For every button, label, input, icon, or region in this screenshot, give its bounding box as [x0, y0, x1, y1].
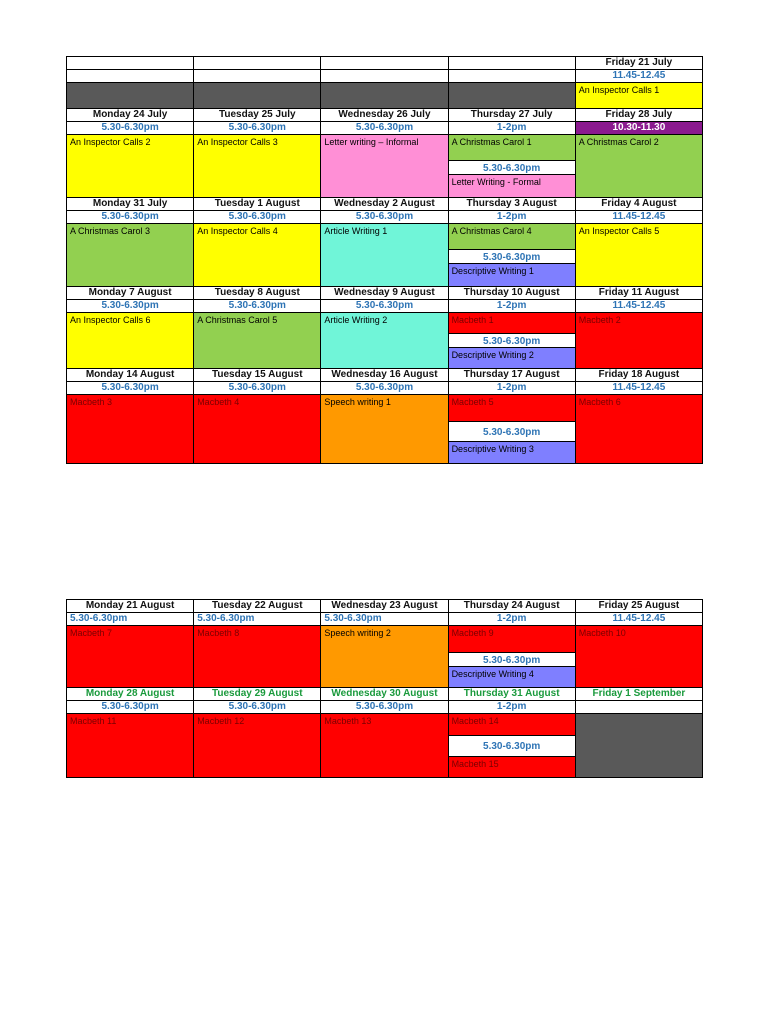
- timetable-july-august: [66, 56, 703, 464]
- session-time: 5.30-6.30pm: [67, 382, 194, 395]
- day-header: Monday 7 August: [67, 287, 194, 300]
- day-header: Friday 11 August: [575, 287, 702, 300]
- session-cell: Letter writing – Informal: [321, 135, 448, 198]
- session-time: 5.30-6.30pm: [449, 249, 575, 264]
- session-time: 1-2pm: [448, 701, 575, 714]
- day-header: Monday 14 August: [67, 369, 194, 382]
- session-cell: Descriptive Writing 2: [449, 348, 575, 368]
- empty-cell: [321, 70, 448, 83]
- session-time: 5.30-6.30pm: [194, 382, 321, 395]
- session-cell: Macbeth 3: [67, 395, 194, 464]
- empty-cell: [448, 70, 575, 83]
- session-cell: Macbeth 5: [449, 395, 575, 421]
- day-header: Wednesday 23 August: [321, 600, 448, 613]
- day-header: Thursday 3 August: [448, 198, 575, 211]
- session-time: [575, 701, 702, 714]
- session-cell: An Inspector Calls 4: [194, 224, 321, 287]
- session-cell: Macbeth 11: [67, 714, 194, 778]
- session-time: 5.30-6.30pm: [321, 382, 448, 395]
- session-cell: Macbeth 9: [449, 626, 575, 652]
- session-time: 1-2pm: [448, 382, 575, 395]
- day-header: Tuesday 15 August: [194, 369, 321, 382]
- session-time: 5.30-6.30pm: [194, 701, 321, 714]
- day-header: Wednesday 2 August: [321, 198, 448, 211]
- session-cell: Descriptive Writing 1: [449, 264, 575, 286]
- thursday-split-cell: [448, 135, 575, 198]
- day-header: Monday 21 August: [67, 600, 194, 613]
- session-time: 5.30-6.30pm: [194, 300, 321, 313]
- session-cell: Descriptive Writing 3: [449, 442, 575, 463]
- day-header: Thursday 31 August: [448, 688, 575, 701]
- session-cell: Macbeth 15: [449, 757, 575, 777]
- session-time: 1-2pm: [448, 211, 575, 224]
- thursday-split-cell: [448, 395, 575, 464]
- session-cell: Macbeth 8: [194, 626, 321, 688]
- session-cell: A Christmas Carol 1: [449, 135, 575, 160]
- session-cell: Letter Writing - Formal: [449, 175, 575, 197]
- session-time: 5.30-6.30pm: [449, 333, 575, 348]
- day-header: Friday 1 September: [575, 688, 702, 701]
- session-cell: An Inspector Calls 3: [194, 135, 321, 198]
- session-time: 11.45-12.45: [575, 300, 702, 313]
- unavailable-cell: [321, 83, 448, 109]
- empty-cell: [194, 70, 321, 83]
- empty-cell: [67, 70, 194, 83]
- session-time: 5.30-6.30pm: [67, 211, 194, 224]
- session-time: 11.45-12.45: [575, 382, 702, 395]
- session-time: 11.45-12.45: [575, 613, 702, 626]
- session-time: 5.30-6.30pm: [67, 613, 194, 626]
- session-time: 5.30-6.30pm: [321, 122, 448, 135]
- session-time: 5.30-6.30pm: [449, 160, 575, 175]
- day-header: Monday 31 July: [67, 198, 194, 211]
- session-cell: A Christmas Carol 2: [575, 135, 702, 198]
- session-time: 10.30-11.30: [575, 122, 702, 135]
- day-header: Thursday 10 August: [448, 287, 575, 300]
- session-cell: An Inspector Calls 1: [575, 83, 702, 109]
- session-cell: Macbeth 12: [194, 714, 321, 778]
- day-header: Thursday 24 August: [448, 600, 575, 613]
- day-header: Monday 24 July: [67, 109, 194, 122]
- session-cell: Article Writing 2: [321, 313, 448, 369]
- thursday-split-cell: [448, 626, 575, 688]
- unavailable-cell: [448, 83, 575, 109]
- empty-cell: [448, 57, 575, 70]
- day-header: Thursday 17 August: [448, 369, 575, 382]
- session-cell: Macbeth 1: [449, 313, 575, 333]
- day-header: Friday 18 August: [575, 369, 702, 382]
- session-cell: Macbeth 13: [321, 714, 448, 778]
- day-header: Tuesday 29 August: [194, 688, 321, 701]
- session-cell: An Inspector Calls 6: [67, 313, 194, 369]
- session-time: 5.30-6.30pm: [194, 122, 321, 135]
- session-cell: A Christmas Carol 3: [67, 224, 194, 287]
- session-cell: An Inspector Calls 5: [575, 224, 702, 287]
- session-cell: Macbeth 4: [194, 395, 321, 464]
- session-time: 5.30-6.30pm: [321, 211, 448, 224]
- session-time: 5.30-6.30pm: [449, 652, 575, 667]
- session-time: 5.30-6.30pm: [194, 211, 321, 224]
- day-header: Thursday 27 July: [448, 109, 575, 122]
- unavailable-cell: [575, 714, 702, 778]
- session-cell: Article Writing 1: [321, 224, 448, 287]
- session-time: 1-2pm: [448, 122, 575, 135]
- timetable-late-august: [66, 599, 703, 778]
- empty-cell: [194, 57, 321, 70]
- session-cell: Macbeth 7: [67, 626, 194, 688]
- empty-cell: [321, 57, 448, 70]
- day-header: Monday 28 August: [67, 688, 194, 701]
- session-time: 1-2pm: [448, 300, 575, 313]
- session-cell: Macbeth 10: [575, 626, 702, 688]
- session-cell: Macbeth 14: [449, 714, 575, 735]
- day-header: Friday 4 August: [575, 198, 702, 211]
- session-cell: Descriptive Writing 4: [449, 667, 575, 687]
- day-header: Friday 28 July: [575, 109, 702, 122]
- unavailable-cell: [67, 83, 194, 109]
- session-cell: Speech writing 2: [321, 626, 448, 688]
- session-time: 5.30-6.30pm: [194, 613, 321, 626]
- thursday-split-cell: [448, 714, 575, 778]
- session-time: 5.30-6.30pm: [67, 300, 194, 313]
- session-time: 5.30-6.30pm: [67, 122, 194, 135]
- day-header: Wednesday 30 August: [321, 688, 448, 701]
- session-cell: Macbeth 2: [575, 313, 702, 369]
- session-time: 11.45-12.45: [575, 211, 702, 224]
- session-time: 5.30-6.30pm: [449, 421, 575, 442]
- session-cell: A Christmas Carol 4: [449, 224, 575, 249]
- unavailable-cell: [194, 83, 321, 109]
- session-time: 5.30-6.30pm: [449, 735, 575, 757]
- session-time: 5.30-6.30pm: [67, 701, 194, 714]
- day-header: Friday 25 August: [575, 600, 702, 613]
- day-header: Wednesday 26 July: [321, 109, 448, 122]
- day-header: Tuesday 25 July: [194, 109, 321, 122]
- session-time: 5.30-6.30pm: [321, 701, 448, 714]
- session-time: 5.30-6.30pm: [321, 300, 448, 313]
- day-header: Wednesday 16 August: [321, 369, 448, 382]
- day-header: Tuesday 22 August: [194, 600, 321, 613]
- session-time: 11.45-12.45: [575, 70, 702, 83]
- session-time: 1-2pm: [448, 613, 575, 626]
- session-cell: An Inspector Calls 2: [67, 135, 194, 198]
- thursday-split-cell: [448, 313, 575, 369]
- day-header: Tuesday 1 August: [194, 198, 321, 211]
- session-time: 5.30-6.30pm: [321, 613, 448, 626]
- session-cell: Speech writing 1: [321, 395, 448, 464]
- day-header: Tuesday 8 August: [194, 287, 321, 300]
- thursday-split-cell: [448, 224, 575, 287]
- session-cell: A Christmas Carol 5: [194, 313, 321, 369]
- session-cell: Macbeth 6: [575, 395, 702, 464]
- day-header: Wednesday 9 August: [321, 287, 448, 300]
- day-header: Friday 21 July: [575, 57, 702, 70]
- empty-cell: [67, 57, 194, 70]
